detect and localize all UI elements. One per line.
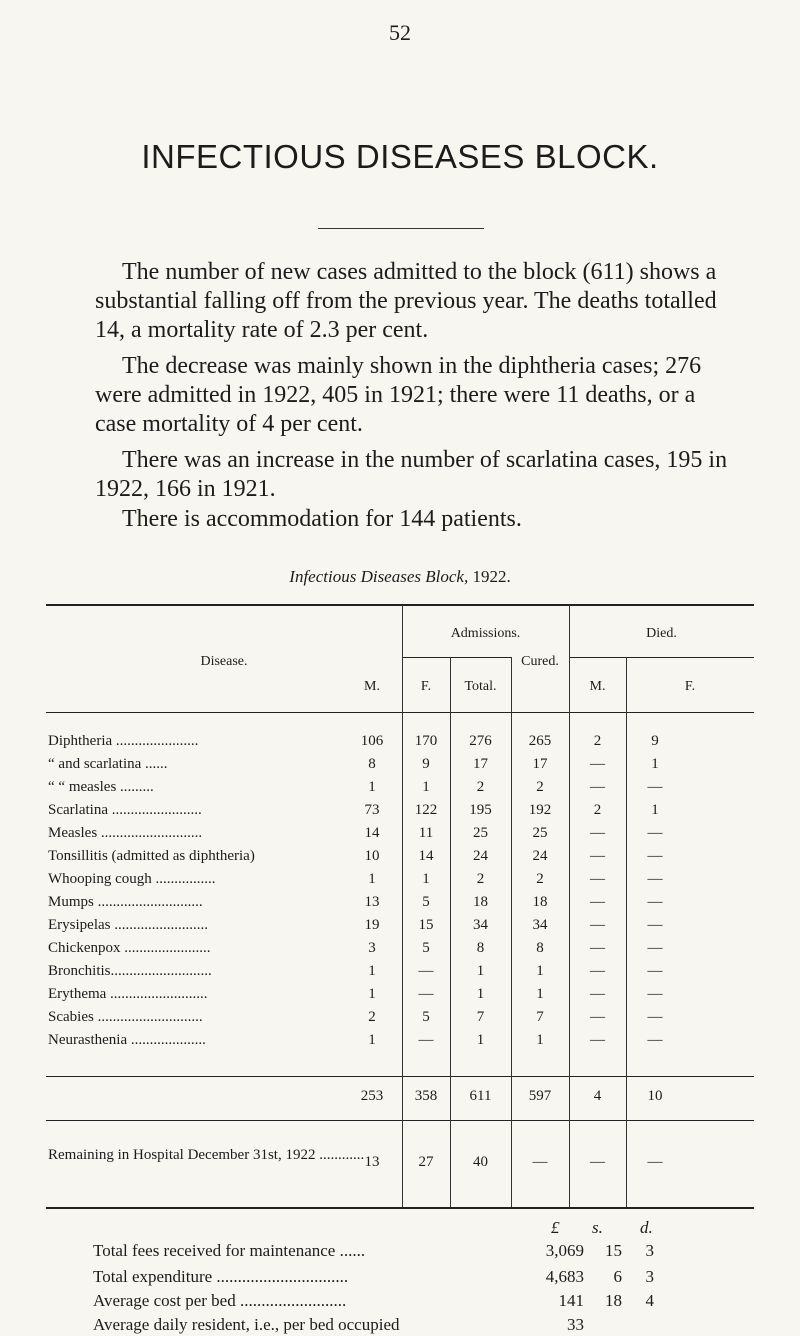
fee-label: Total expenditure ............................... xyxy=(93,1268,349,1286)
remaining-cell-m: 13 xyxy=(364,1154,380,1170)
table-cell-f: — xyxy=(418,986,434,1002)
table-cell-died-f: — xyxy=(647,917,663,933)
caption-title: Infectious Diseases Block, xyxy=(289,567,469,586)
remaining-cell-died-f: — xyxy=(647,1154,663,1170)
header-bottom-rule xyxy=(46,712,754,713)
fee-pence: 3 xyxy=(645,1241,654,1260)
table-cell-f: 1 xyxy=(422,871,430,887)
table-cell-total: 1 xyxy=(476,963,485,979)
table-cell-died-f: — xyxy=(647,779,663,795)
header-adm-total: Total. xyxy=(464,679,497,694)
table-cell-cured: 18 xyxy=(532,894,548,910)
table-cell-f: 5 xyxy=(422,894,430,910)
totals-cell-total: 611 xyxy=(469,1088,492,1104)
table-cell-died-f: — xyxy=(647,848,663,864)
table-cell-cured: 2 xyxy=(536,871,544,887)
header-died-m: M. xyxy=(589,679,606,694)
totals-rule xyxy=(46,1120,754,1121)
table-row-label: “ and scarlatina ...... xyxy=(48,756,168,772)
table-cell-died-f: — xyxy=(647,1009,663,1025)
table-cell-f: 5 xyxy=(422,940,430,956)
table-cell-died-m: — xyxy=(590,756,605,772)
header-adm-f: F. xyxy=(420,679,432,694)
table-row-label: Erythema .......................... xyxy=(48,986,208,1002)
table-cell-died-f: — xyxy=(647,963,663,979)
fee-label: Average daily resident, i.e., per bed occupied xyxy=(93,1316,400,1334)
paragraph-3: There was an increase in the number of scarlatina cases, 195 in 1922, 166 in 1921. xyxy=(95,447,728,502)
header-died: Died. xyxy=(646,626,677,641)
table-cell-cured: 1 xyxy=(536,986,544,1002)
table-row-label: Neurasthenia .................... xyxy=(48,1032,206,1048)
table-cell-total: 7 xyxy=(476,1009,485,1025)
totals-cell-died-f: 10 xyxy=(647,1088,663,1104)
table-row-label: Whooping cough ................ xyxy=(48,871,216,887)
pounds-header: £ xyxy=(551,1218,560,1237)
table-cell-f: 9 xyxy=(422,756,430,772)
table-row-label: Erysipelas ......................... xyxy=(48,917,208,933)
table-cell-f: 14 xyxy=(418,848,434,864)
page-title: INFECTIOUS DISEASES BLOCK. xyxy=(141,138,659,175)
table-cell-died-m: — xyxy=(590,917,605,933)
table-cell-m: 3 xyxy=(368,940,376,956)
table-cell-cured: 24 xyxy=(532,848,548,864)
table-cell-m: 10 xyxy=(364,848,380,864)
pence-header: d. xyxy=(640,1218,653,1237)
table-cell-m: 2 xyxy=(368,1009,376,1025)
table-row-label: Diphtheria ...................... xyxy=(48,733,199,749)
table-cell-total: 276 xyxy=(469,733,492,749)
fee-label: Average cost per bed ......................... xyxy=(93,1292,347,1310)
table-cell-died-m: 2 xyxy=(593,733,602,749)
remaining-label: Remaining in Hospital December 31st, 1922 ............ xyxy=(48,1147,365,1163)
table-row-label: “ “ measles ......... xyxy=(48,779,154,795)
table-cell-died-m: — xyxy=(590,986,605,1002)
fee-pounds: 141 xyxy=(558,1291,584,1310)
totals-cell-died-m: 4 xyxy=(593,1088,602,1104)
table-cell-m: 8 xyxy=(368,756,376,772)
table-cell-f: 15 xyxy=(418,917,434,933)
table-cell-m: 1 xyxy=(368,963,376,979)
fee-shillings: 18 xyxy=(605,1291,622,1310)
paragraph-2: The decrease was mainly shown in the diphtheria cases; 276 were admitted in 1922, 405 in 1921; there were 11 deaths, or a case mortality of 4 per cent. xyxy=(95,353,702,437)
fee-pounds: 3,069 xyxy=(545,1241,584,1260)
table-cell-died-m: — xyxy=(590,940,605,956)
table-cell-m: 1 xyxy=(368,779,376,795)
fee-shillings: 6 xyxy=(613,1267,622,1286)
table-cell-died-f: — xyxy=(647,871,663,887)
table-row-label: Scabies ............................ xyxy=(48,1009,203,1025)
table-cell-died-f: — xyxy=(647,940,663,956)
table-cell-cured: 265 xyxy=(528,733,552,749)
table-cell-cured: 1 xyxy=(536,963,544,979)
table-top-rule xyxy=(46,604,754,606)
table-cell-f: 1 xyxy=(422,779,430,795)
table-cell-f: — xyxy=(418,963,434,979)
table-cell-cured: 34 xyxy=(532,917,548,933)
table-cell-cured: 1 xyxy=(536,1032,544,1048)
table-cell-died-m: — xyxy=(590,1032,605,1048)
table-cell-total: 24 xyxy=(473,848,488,864)
table-cell-cured: 2 xyxy=(536,779,544,795)
table-cell-died-f: — xyxy=(647,894,663,910)
fee-shillings: 15 xyxy=(605,1241,622,1260)
table-cell-died-m: 2 xyxy=(593,802,602,818)
table-cell-cured: 8 xyxy=(536,940,544,956)
table-row-label: Mumps ............................ xyxy=(48,894,203,910)
table-cell-total: 1 xyxy=(476,1032,485,1048)
paragraph-1: The number of new cases admitted to the block (611) shows a substantial falling off from the previous year. The deaths totalled 14, a mortality rate of 2.3 per cent. xyxy=(95,259,717,343)
header-died-f: F. xyxy=(684,679,696,694)
table-cell-died-f: — xyxy=(647,986,663,1002)
admissions-rule xyxy=(402,657,511,658)
table-cell-died-m: — xyxy=(590,848,605,864)
table-cell-died-m: — xyxy=(590,825,605,841)
table-cell-cured: 25 xyxy=(532,825,548,841)
table-row-label: Bronchitis........................... xyxy=(48,963,212,979)
table-cell-died-f: 1 xyxy=(651,802,659,818)
header-disease: Disease. xyxy=(200,654,248,669)
table-cell-m: 1 xyxy=(368,1032,376,1048)
table-cell-m: 19 xyxy=(364,917,380,933)
header-adm-m: M. xyxy=(364,679,380,694)
shillings-header: s. xyxy=(592,1218,603,1237)
table-cell-m: 14 xyxy=(364,825,380,841)
header-cured: Cured. xyxy=(521,654,559,669)
table-cell-cured: 192 xyxy=(528,802,552,818)
table-bottom-rule xyxy=(46,1207,754,1209)
subtotal-rule xyxy=(46,1076,754,1077)
died-rule xyxy=(569,657,754,658)
fee-label: Total fees received for maintenance ...... xyxy=(93,1242,366,1260)
header-admissions: Admissions. xyxy=(450,626,521,641)
table-cell-died-m: — xyxy=(590,963,605,979)
table-cell-total: 8 xyxy=(476,940,485,956)
table-cell-total: 18 xyxy=(473,894,488,910)
table-cell-f: 5 xyxy=(422,1009,430,1025)
table-cell-cured: 7 xyxy=(536,1009,544,1025)
table-cell-m: 13 xyxy=(364,894,380,910)
table-row-label: Scarlatina ........................ xyxy=(48,802,202,818)
table-cell-died-f: — xyxy=(647,825,663,841)
table-cell-total: 2 xyxy=(476,779,485,795)
page-number: 52 xyxy=(389,20,411,45)
table-cell-died-f: 9 xyxy=(651,733,659,749)
fee-pence: 3 xyxy=(645,1267,654,1286)
table-cell-m: 1 xyxy=(368,986,376,1002)
table-cell-m: 1 xyxy=(368,871,376,887)
table-cell-total: 195 xyxy=(469,802,492,818)
table-cell-died-m: — xyxy=(590,871,605,887)
table-cell-died-f: 1 xyxy=(651,756,659,772)
table-cell-m: 106 xyxy=(360,733,384,749)
fee-pounds: 33 xyxy=(567,1315,584,1334)
table-cell-total: 34 xyxy=(473,917,488,933)
table-cell-f: 170 xyxy=(414,733,438,749)
table-cell-died-m: — xyxy=(590,1009,605,1025)
table-cell-total: 1 xyxy=(476,986,485,1002)
table-row-label: Measles ........................... xyxy=(48,825,203,841)
totals-cell-f: 358 xyxy=(414,1088,438,1104)
table-cell-f: 11 xyxy=(418,825,434,841)
table-cell-died-m: — xyxy=(590,894,605,910)
table-cell-total: 25 xyxy=(473,825,488,841)
remaining-cell-total: 40 xyxy=(473,1154,488,1170)
table-cell-died-f: — xyxy=(647,1032,663,1048)
fee-pounds: 4,683 xyxy=(545,1267,584,1286)
table-cell-cured: 17 xyxy=(532,756,548,772)
totals-cell-m: 253 xyxy=(360,1088,384,1104)
table-row-label: Tonsillitis (admitted as diphtheria) xyxy=(48,848,255,864)
table-cell-total: 17 xyxy=(473,756,488,772)
table-cell-m: 73 xyxy=(364,802,380,818)
table-cell-f: — xyxy=(418,1032,434,1048)
remaining-cell-f: 27 xyxy=(418,1154,434,1170)
table-cell-total: 2 xyxy=(476,871,485,887)
paragraph-4: There is accommodation for 144 patients. xyxy=(122,506,522,532)
table-cell-died-m: — xyxy=(590,779,605,795)
table-cell-f: 122 xyxy=(414,802,438,818)
remaining-cell-died-m: — xyxy=(590,1154,605,1170)
fee-pence: 4 xyxy=(645,1291,654,1310)
remaining-cell-cured: — xyxy=(532,1154,548,1170)
totals-cell-cured: 597 xyxy=(528,1088,552,1104)
table-row-label: Chickenpox ....................... xyxy=(48,940,211,956)
caption-year: 1922. xyxy=(472,567,511,586)
